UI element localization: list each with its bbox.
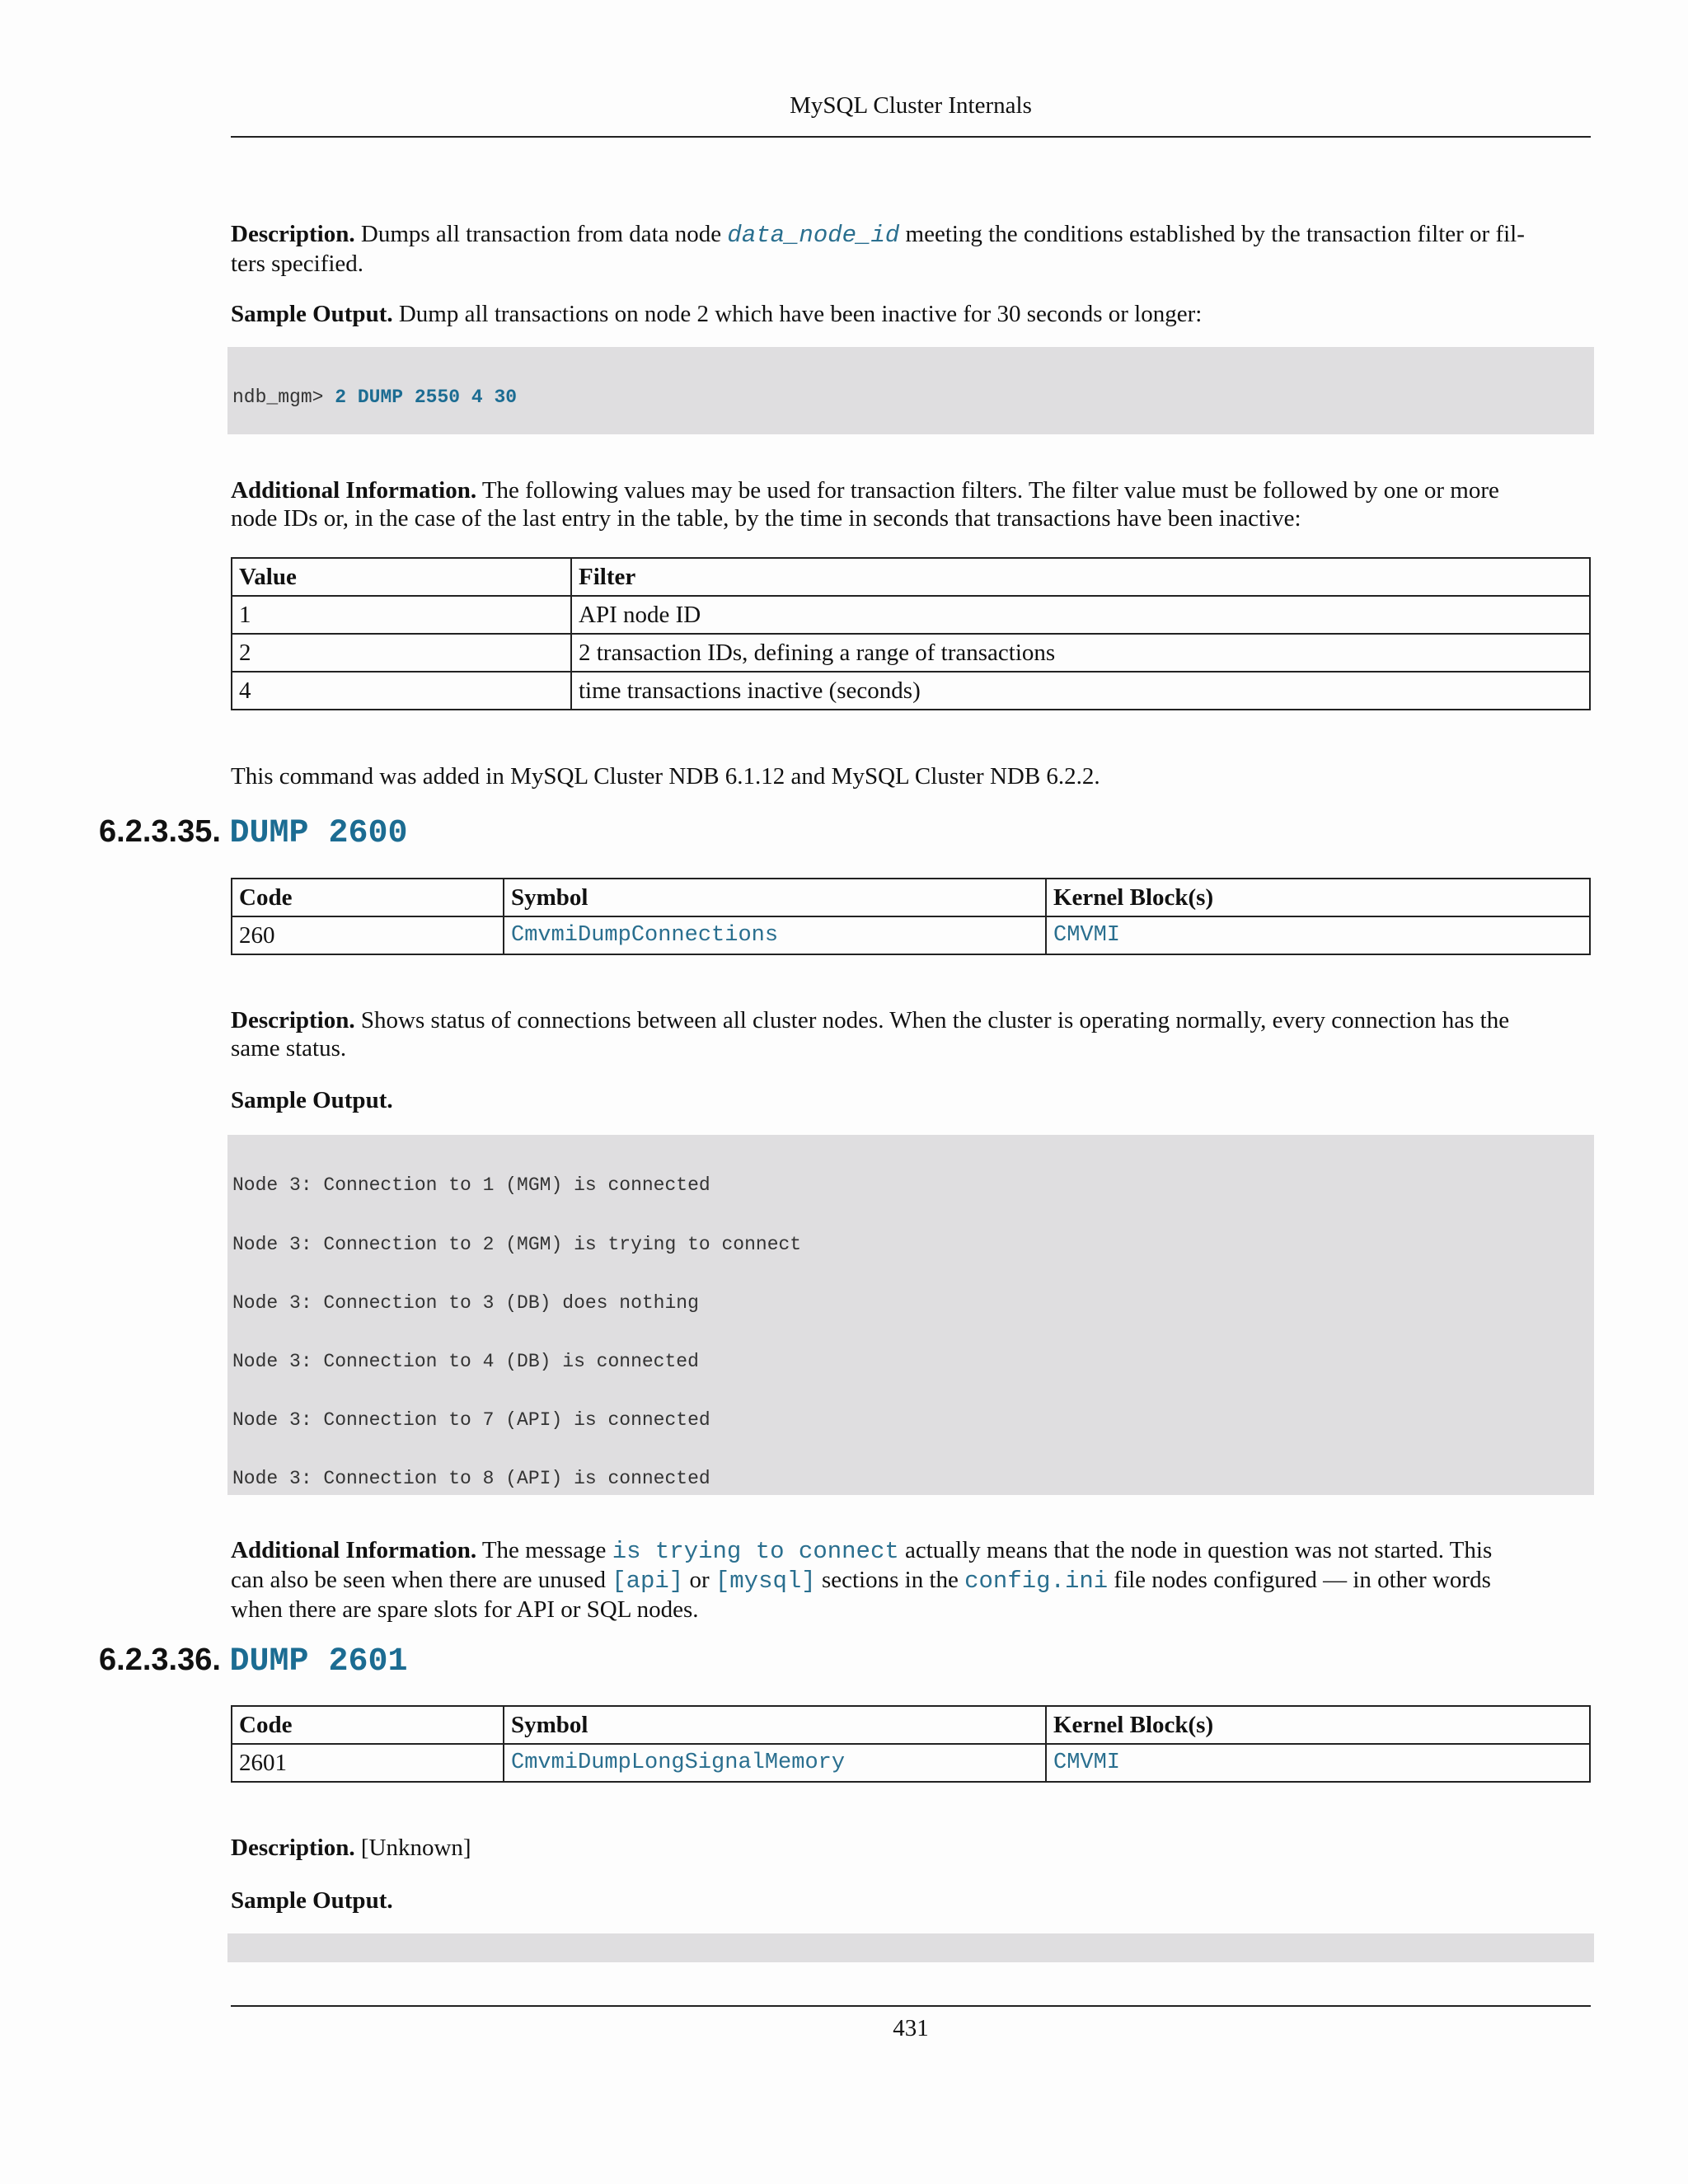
additional-info-text: or (689, 1567, 710, 1593)
data-node-id-param: data_node_id (727, 222, 900, 249)
kernel-block-link[interactable]: CMVMI (1046, 1744, 1590, 1782)
table-row (232, 1744, 1590, 1782)
code-line: Node 3: Connection to 3 (DB) does nothing (232, 1291, 699, 1314)
sample-output-label: Sample Output. (231, 301, 393, 327)
section-command-name: DUMP 2600 (229, 815, 408, 852)
header-rule (231, 136, 1591, 138)
section-heading-dump-2601 (99, 1643, 408, 1680)
column-header-kernel-blocks: Kernel Block(s) (1046, 1706, 1590, 1744)
mysql-section-code: [mysql] (715, 1568, 816, 1595)
column-header-symbol: Symbol (504, 1706, 1046, 1744)
running-header: MySQL Cluster Internals (790, 92, 1032, 119)
table-cell: 2 (232, 634, 571, 672)
trying-to-connect-code: is trying to connect (612, 1538, 899, 1565)
table-row (232, 634, 1590, 672)
api-section-code: [api] (612, 1568, 684, 1595)
page-number: 431 (893, 2015, 929, 2041)
table-cell: 1 (232, 596, 571, 634)
code-block-dump-2601 (227, 1933, 1594, 1962)
additional-info-text: The following values may be used for transaction filters. The filter value must be followed by one or more (481, 477, 1499, 504)
column-header-symbol: Symbol (504, 879, 1046, 916)
table-cell: time transactions inactive (seconds) (571, 672, 1590, 710)
code-block-dump-2550 (227, 347, 1594, 434)
sample-output-label: Sample Output. (231, 1087, 393, 1113)
description-paragraph (231, 220, 1591, 278)
description-text: Dumps all transaction from data node (360, 221, 722, 247)
kernel-block-link[interactable]: CMVMI (1046, 916, 1590, 954)
dump-2600-info-table (231, 878, 1591, 955)
description-label: Description. (231, 1835, 355, 1861)
description-text-cont: meeting the conditions established by the transaction filter or fil- (905, 221, 1525, 247)
code-cell: 260 (232, 916, 504, 954)
command-text: 2 DUMP 2550 4 30 (335, 387, 518, 409)
section-command-name: DUMP 2601 (229, 1643, 408, 1680)
column-header-code: Code (232, 1706, 504, 1744)
dump-2601-description (231, 1834, 1591, 1862)
config-ini-link[interactable]: config.ini (964, 1568, 1109, 1595)
section-number: 6.2.3.35. (99, 814, 221, 849)
description-label: Description. (231, 1007, 355, 1033)
additional-info-label: Additional Information. (231, 477, 477, 504)
additional-info-paragraph (231, 476, 1591, 532)
code-block-dump-2600 (227, 1135, 1594, 1495)
code-line: Node 3: Connection to 4 (DB) is connected (232, 1350, 699, 1372)
added-note: This command was added in MySQL Cluster NDB 6.1.12 and MySQL Cluster NDB 6.2.2. (231, 763, 1100, 790)
description-text-line2: ters specified. (231, 251, 364, 277)
additional-info-text: actually means that the node in question was not started. This (905, 1537, 1493, 1563)
table-cell: 4 (232, 672, 571, 710)
sample-output-label: Sample Output. (231, 1887, 393, 1914)
description-text: Shows status of connections between all cluster nodes. When the cluster is operating normally, every connection has the (360, 1007, 1510, 1033)
table-row (232, 672, 1590, 710)
table-header-row (232, 558, 1590, 596)
additional-info-text: The message (481, 1537, 607, 1563)
description-label: Description. (231, 221, 355, 247)
table-row (232, 596, 1590, 634)
table-header-row (232, 1706, 1590, 1744)
column-header-code: Code (232, 879, 504, 916)
additional-info-text-line2: node IDs or, in the case of the last entry in the table, by the time in seconds that transactions have been inactive: (231, 505, 1301, 532)
footer-rule (231, 2005, 1591, 2007)
additional-info-text: when there are spare slots for API or SQL nodes. (231, 1596, 699, 1623)
code-line: Node 3: Connection to 1 (MGM) is connected (232, 1174, 710, 1197)
description-text: [Unknown] (360, 1835, 471, 1861)
filter-table (231, 557, 1591, 710)
table-cell: 2 transaction IDs, defining a range of transactions (571, 634, 1590, 672)
symbol-link[interactable]: CmvmiDumpLongSignalMemory (504, 1744, 1046, 1782)
prompt-text: ndb_mgm> (232, 387, 335, 409)
sample-output-text: Dump all transactions on node 2 which have been inactive for 30 seconds or longer: (398, 301, 1203, 327)
column-header-filter: Filter (571, 558, 1590, 596)
section-heading-dump-2600 (99, 814, 408, 852)
sample-output-paragraph (231, 300, 1591, 328)
code-line: Node 3: Connection to 2 (MGM) is trying to connect (232, 1233, 802, 1255)
description-text-line2: same status. (231, 1035, 347, 1062)
table-header-row (232, 879, 1590, 916)
symbol-link[interactable]: CmvmiDumpConnections (504, 916, 1046, 954)
dump-2600-description (231, 1006, 1591, 1062)
table-cell: API node ID (571, 596, 1590, 634)
dump-2601-sample-output-label (231, 1886, 1591, 1915)
additional-info-text: file nodes configured — in other words (1114, 1567, 1491, 1593)
dump-2601-info-table (231, 1705, 1591, 1783)
dump-2600-additional-info (231, 1536, 1591, 1624)
additional-info-text: can also be seen when there are unused (231, 1567, 606, 1593)
additional-info-text: sections in the (821, 1567, 959, 1593)
column-header-kernel-blocks: Kernel Block(s) (1046, 879, 1590, 916)
column-header-value: Value (232, 558, 571, 596)
code-line: Node 3: Connection to 7 (API) is connected (232, 1408, 710, 1431)
table-row (232, 916, 1590, 954)
code-line: Node 3: Connection to 8 (API) is connected (232, 1467, 710, 1489)
section-number: 6.2.3.36. (99, 1643, 221, 1677)
dump-2600-sample-output-label (231, 1086, 1591, 1114)
code-line-prompt (232, 388, 1589, 408)
additional-info-label: Additional Information. (231, 1537, 477, 1563)
code-cell: 2601 (232, 1744, 504, 1782)
